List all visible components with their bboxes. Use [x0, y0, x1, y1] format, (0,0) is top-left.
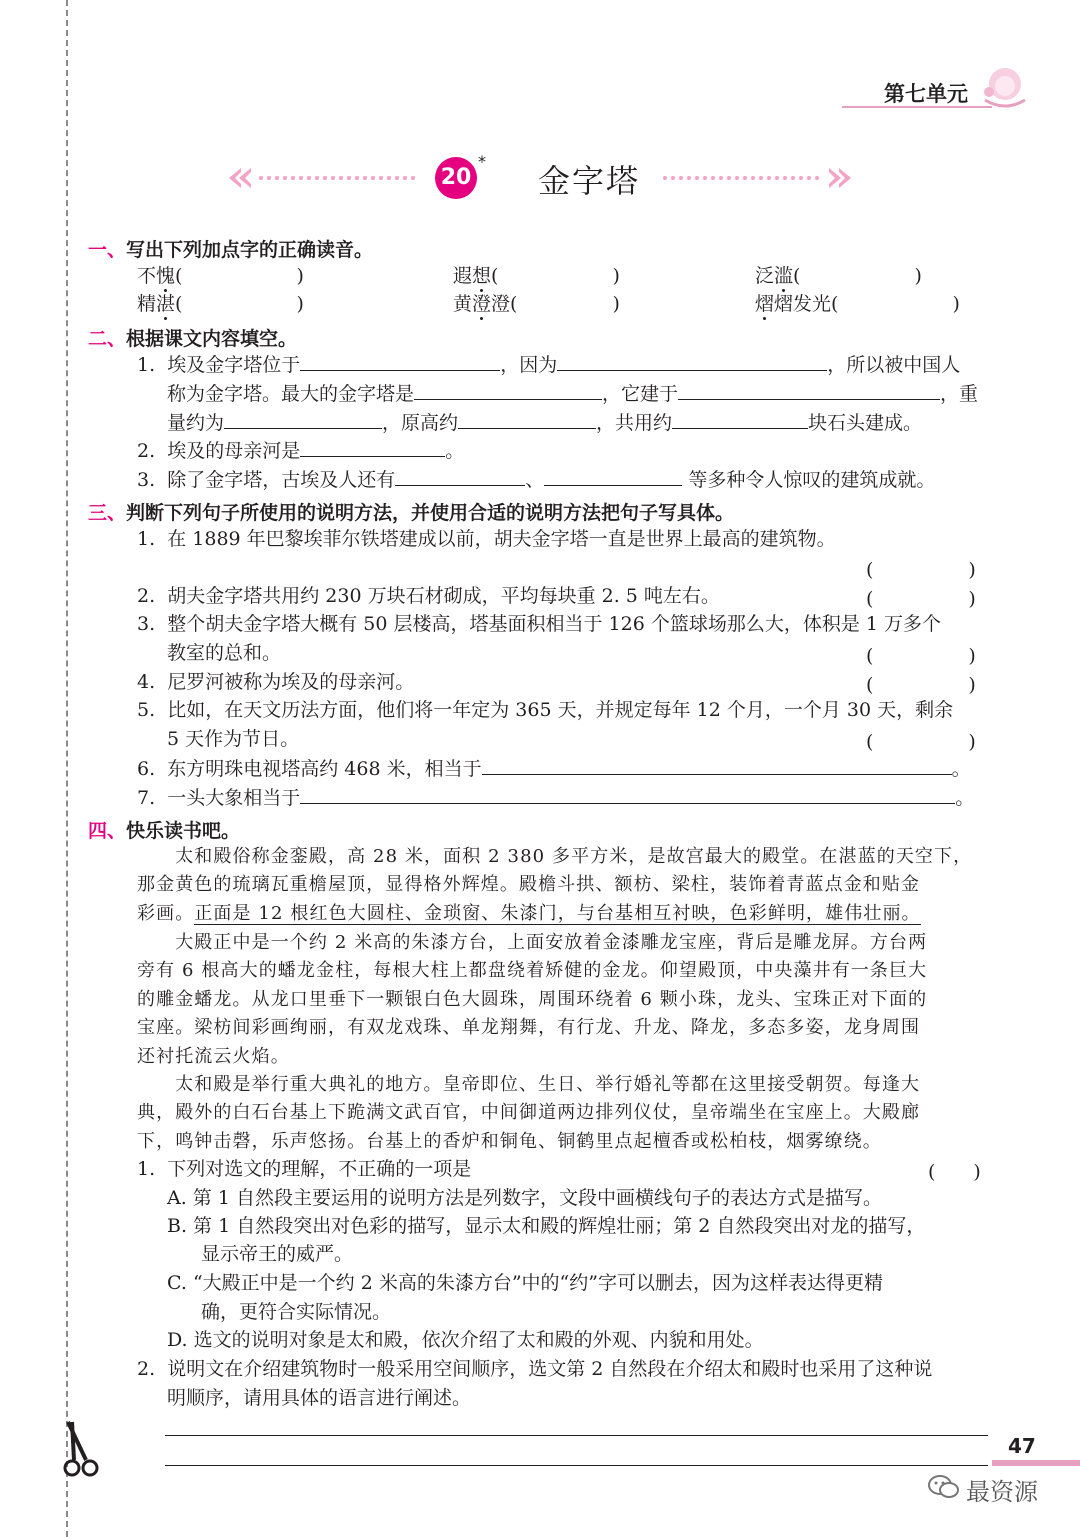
answer-paren[interactable]: ( ) — [866, 588, 976, 610]
scissors-icon — [58, 1420, 102, 1480]
answer-paren[interactable]: ( ) — [175, 293, 304, 315]
answer-blank[interactable] — [672, 410, 808, 429]
method-question-2: 2. 胡夫金字塔共用约 230 万块石材砌成，平均每块重 2. 5 吨左右。 — [137, 585, 720, 607]
fill-question-1-line2: 称为金字塔。最大的金字塔是 ，它建于 ，重 — [167, 383, 979, 405]
decor-girl-icon — [975, 62, 1035, 112]
answer-paren[interactable]: ( ) — [866, 674, 976, 696]
answer-line[interactable] — [165, 1465, 988, 1466]
unit-label: 第七单元 — [884, 82, 968, 106]
unit-underline — [842, 106, 992, 108]
passage-paragraph-2: 大殿正中是一个约 2 米高的朱漆方台，上面安放着金漆雕龙宝座，背后是雕龙屏。方台两 旁有 6 根高大的蟠龙金柱，每根大柱上都盘绕着矫健的金龙。仰望殿顶，中央藻井有一条巨大 的雕金蟠龙。从龙口里垂下一颗银白色大圆珠，周围环绕着 6 颗小珠，龙头、宝珠正对下面的 宝座。梁枋间彩画绚丽，有双龙戏珠、单龙翔舞，有行龙、升龙、降龙，多态多姿，龙身周围 还衬托流云火焰。 — [137, 932, 928, 1067]
answer-blank[interactable] — [395, 467, 525, 486]
answer-paren[interactable]: ( ) — [928, 1161, 981, 1183]
answer-paren[interactable]: ( ) — [491, 265, 620, 287]
answer-blank[interactable] — [224, 410, 382, 429]
answer-paren[interactable]: ( ) — [866, 559, 976, 581]
answer-blank[interactable] — [414, 381, 602, 400]
answer-paren[interactable]: ( ) — [793, 265, 922, 287]
reading-item: 泛滥( ) — [755, 265, 922, 287]
lesson-optional-mark: * — [478, 152, 486, 171]
method-question-1: 1. 在 1889 年巴黎埃菲尔铁塔建成以前，胡夫金字塔一直是世界上最高的建筑物。 — [137, 528, 836, 550]
option-c[interactable]: C. “大殿正中是一个约 2 米高的朱漆方台”中的“约”字可以删去，因为这样表达得更精 — [167, 1272, 883, 1294]
answer-blank[interactable] — [300, 785, 955, 804]
method-question-7: 7. 一头大象相当于 。 — [137, 787, 975, 809]
watermark-text: 最资源 — [966, 1478, 1038, 1506]
section-1-heading — [88, 235, 373, 262]
underlined-sentence: 正面是 12 根红色大圆柱、金琐窗、朱漆门，与台基相互衬映，色彩鲜明，雄伟壮丽。 — [194, 902, 921, 924]
option-c-line2: 确，更符合实际情况。 — [201, 1301, 392, 1323]
answer-blank[interactable] — [300, 438, 445, 457]
answer-blank[interactable] — [544, 467, 682, 486]
method-question-6: 6. 东方明珠电视塔高约 468 米，相当于 。 — [137, 758, 971, 780]
method-question-3-line2: 教室的总和。 — [167, 642, 282, 664]
reading-item: 黄澄澄( ) — [453, 293, 620, 315]
fill-question-2: 2. 埃及的母亲河是 。 — [137, 440, 465, 462]
answer-blank[interactable] — [557, 352, 827, 371]
method-question-4: 4. 尼罗河被称为埃及的母亲河。 — [137, 671, 415, 693]
option-a[interactable]: A. 第 1 自然段主要运用的说明方法是列数字，文段中画横线句子的表达方式是描写。 — [167, 1187, 882, 1209]
page-number: 47 — [1008, 1434, 1036, 1458]
answer-paren[interactable]: ( ) — [510, 293, 620, 315]
lesson-number-badge: 20 — [435, 157, 477, 199]
method-question-5-line2: 5 天作为节日。 — [167, 728, 300, 750]
section-2-heading: 二、根据课文内容填空。 — [88, 328, 298, 350]
method-question-3: 3. 整个胡夫金字塔大概有 50 层楼高，塔基面积相当于 126 个篮球场那么大，体积是 1 万多个 — [137, 613, 942, 635]
option-b-line2: 显示帝王的威严。 — [201, 1243, 354, 1265]
page-number-bar — [992, 1460, 1080, 1466]
passage-paragraph-1: 太和殿俗称金銮殿，高 28 米，面积 2 380 多平方米，是故宫最大的殿堂。在湛蓝的天空下， 那金黄色的琉璃瓦重檐屋顶，显得格外辉煌。殿檐斗拱、额枋、梁柱，装饰着青蓝点金和贴金 彩画。正面是 12 根红色大圆柱、金琐窗、朱漆门，与台基相互衬映，色彩鲜明，雄伟壮丽。 — [137, 846, 973, 924]
cut-line — [66, 0, 68, 1537]
reading-question-2-line2: 明顺序，请用具体的语言进行阐述。 — [167, 1387, 472, 1409]
answer-paren[interactable]: ( ) — [866, 731, 976, 753]
answer-paren[interactable]: ( ) — [831, 293, 960, 315]
answer-paren[interactable]: ( ) — [866, 645, 976, 667]
answer-blank[interactable] — [300, 352, 500, 371]
answer-paren[interactable]: ( ) — [175, 265, 304, 287]
section-3-heading: 三、判断下列句子所使用的说明方法，并使用合适的说明方法把句子写具体。 — [88, 502, 735, 524]
reading-item: 熠熠发光( ) — [755, 293, 960, 315]
option-b[interactable]: B. 第 1 自然段突出对色彩的描写，显示太和殿的辉煌壮丽；第 2 自然段突出对龙的描写， — [167, 1215, 926, 1237]
reading-question-2: 2. 说明文在介绍建筑物时一般采用空间顺序，选文第 2 自然段在介绍太和殿时也采用了这种说 — [137, 1358, 933, 1380]
answer-blank[interactable] — [482, 756, 952, 775]
answer-line[interactable] — [165, 1435, 988, 1436]
fill-question-1: 1. 埃及金字塔位于 ，因为 ，所以被中国人 — [137, 354, 961, 376]
reading-question-1: 1. 下列对选文的理解，不正确的一项是 — [137, 1158, 472, 1180]
fill-question-1-line3: 量约为 ，原高约 ，共用约 块石头建成。 — [167, 412, 923, 434]
passage-paragraph-3: 太和殿是举行重大典礼的地方。皇帝即位、生日、举行婚礼等都在这里接受朝贺。每逢大 典，殿外的白石台基上下跪满文武百官，中间御道两边排列仪仗，皇帝端坐在宝座上。大殿廊 下，鸣钟击磬，乐声悠扬。台基上的香炉和铜龟、铜鹤里点起檀香或松柏枝，烟雾缭绕。 — [137, 1074, 921, 1152]
option-d[interactable]: D. 选文的说明对象是太和殿，依次介绍了太和殿的外观、内貌和用处。 — [167, 1329, 764, 1351]
lesson-title: 金字塔 — [538, 162, 641, 200]
fill-question-3: 3. 除了金字塔，古埃及人还有 、 等多种令人惊叹的建筑成就。 — [137, 469, 936, 491]
section-4-heading: 四、快乐读书吧。 — [88, 820, 241, 842]
method-question-5: 5. 比如，在天文历法方面，他们将一年定为 365 天，并规定每年 12 个月，一个月 30 天，剩余 — [137, 699, 954, 721]
wechat-icon — [928, 1474, 960, 1500]
reading-item: 不愧( ) — [137, 265, 304, 287]
answer-blank[interactable] — [678, 381, 940, 400]
section-number: 一、 — [88, 239, 127, 261]
answer-blank[interactable] — [458, 410, 596, 429]
section-title: 写出下列加点字的正确读音。 — [126, 239, 374, 261]
reading-item: 精湛( ) — [137, 293, 304, 315]
reading-item: 遐想( ) — [453, 265, 620, 287]
